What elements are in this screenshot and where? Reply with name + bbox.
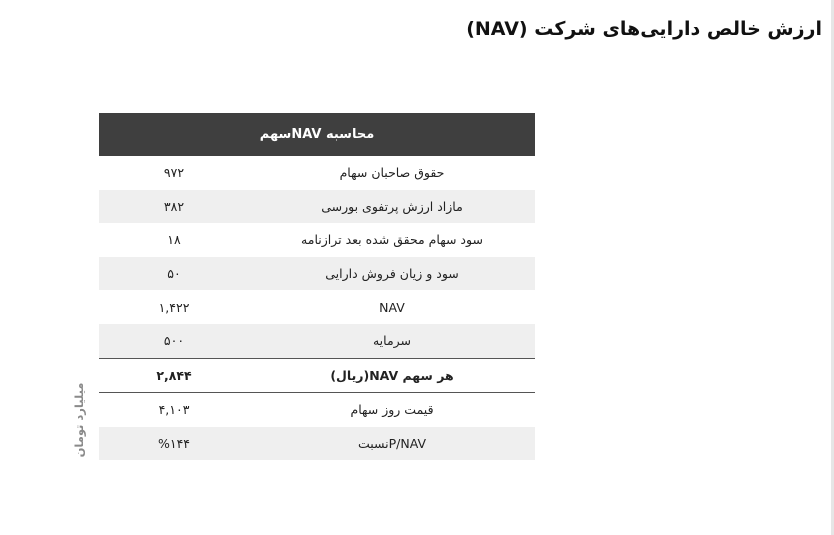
table-row — [99, 393, 535, 427]
row-label: سود سهام محقق شده بعد ترازنامه — [301, 232, 483, 248]
table-row — [99, 190, 535, 224]
row-label: حقوق صاحبان سهام — [339, 165, 445, 181]
table-row — [99, 223, 535, 257]
page-title: ارزش خالص دارایی‌های شرکت (NAV) — [466, 18, 822, 40]
table-row — [99, 257, 535, 291]
table-header-row — [99, 113, 535, 156]
nav-calculation-table — [99, 113, 535, 460]
row-value: ۵۰ — [99, 257, 249, 291]
row-value: ۵۰۰ — [99, 324, 249, 358]
row-label: P/NAVنسبت — [249, 427, 535, 461]
row-label: مازاد ارزش پرتفوی بورسی — [249, 190, 535, 224]
row-value: ۲,۸۴۴ — [99, 358, 249, 393]
row-label: سود و زیان فروش دارایی — [249, 257, 535, 291]
row-value: ۱,۴۲۲ — [158, 299, 190, 315]
row-value: ۳۸۲ — [99, 190, 249, 224]
row-value: ۴,۱۰۳ — [158, 402, 190, 418]
table-row-highlight — [99, 358, 535, 393]
table-row — [99, 156, 535, 190]
table-header: محاسبه NAVسهم — [99, 113, 535, 156]
table-row — [99, 427, 535, 461]
row-label: سرمایه — [249, 324, 535, 358]
table-row — [99, 324, 535, 358]
row-label: NAV — [379, 299, 405, 315]
row-label: قیمت روز سهام — [350, 402, 434, 418]
unit-label: میلیارد تومان — [72, 382, 86, 458]
row-label: هر سهم NAV(ریال) — [249, 358, 535, 393]
table-row — [99, 290, 535, 324]
row-value: ۹۷۲ — [163, 165, 185, 181]
row-value: %۱۴۴ — [99, 427, 249, 461]
row-value: ۱۸ — [167, 232, 181, 248]
